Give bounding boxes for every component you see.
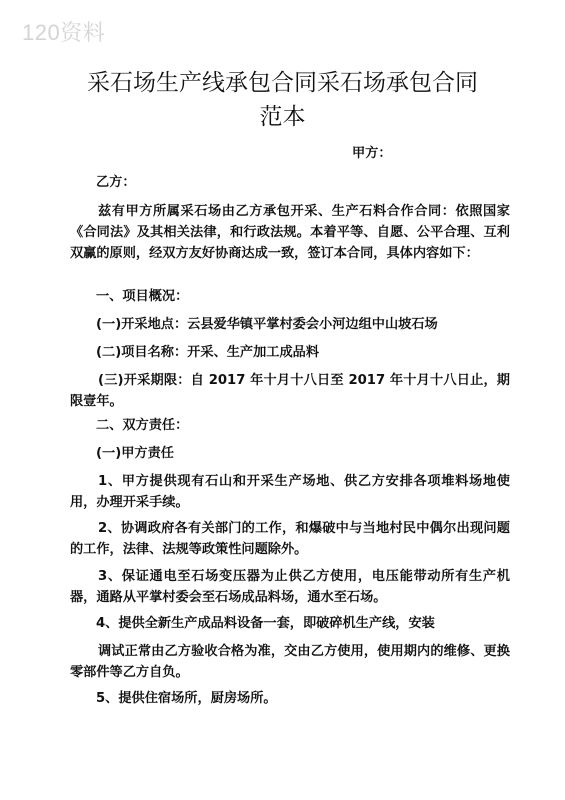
project-location: (一)开采地点：云县爱华镇平掌村委会小河边组中山坡石场 — [96, 317, 438, 332]
clause-1: 1、甲方提供现有石山和开采生产场地、供乙方安排各项堆料场地使用，办理开采手续。 — [70, 474, 510, 510]
party-a-responsibility-heading: (一)甲方责任 — [96, 446, 174, 461]
intro-paragraph: 兹有甲方所属采石场由乙方承包开采、生产石料合作合同：依照国家《合同法》及其相关法律，和行政法规。本着平等、自愿、公平合理、互利双赢的原则，经双方友好协商达成一致，签订本合同，具体内容如下： — [70, 204, 510, 261]
clause-2: 2、协调政府各有关部门的工作，和爆破中与当地村民中偶尔出现问题的工作，法律、法规等政策性问题除外。 — [70, 521, 510, 557]
project-period: (三)开采期限：自 2017 年十月十八日至 2017 年十月十八日止，期限壹年。 — [70, 373, 510, 409]
watermark: 120资料 — [22, 20, 106, 45]
section-2-heading: 二、双方责任： — [96, 418, 189, 433]
clause-4-continued: 调试正常由乙方验收合格为准，交由乙方使用，使用期内的维修、更换零部件等乙方自负。 — [70, 644, 510, 680]
section-1-heading: 一、项目概况： — [96, 289, 189, 304]
project-name: (二)项目名称：开采、生产加工成品料 — [96, 345, 320, 360]
clause-5: 5、提供住宿场所，厨房场所。 — [96, 691, 277, 706]
party-b-label: 乙方： — [96, 175, 136, 190]
document-title-line-1: 采石场生产线承包合同采石场承包合同 — [87, 70, 478, 96]
clause-4: 4、提供全新生产成品料设备一套，即破碎机生产线，安装 — [96, 616, 435, 631]
clause-3: 3、保证通电至石场变压器为止供乙方使用，电压能带动所有生产机器，通路从平掌村委会至石场成品料场，通水至石场。 — [70, 569, 510, 605]
party-a-label: 甲方： — [352, 146, 392, 161]
document-title-line-2: 范本 — [259, 104, 306, 130]
